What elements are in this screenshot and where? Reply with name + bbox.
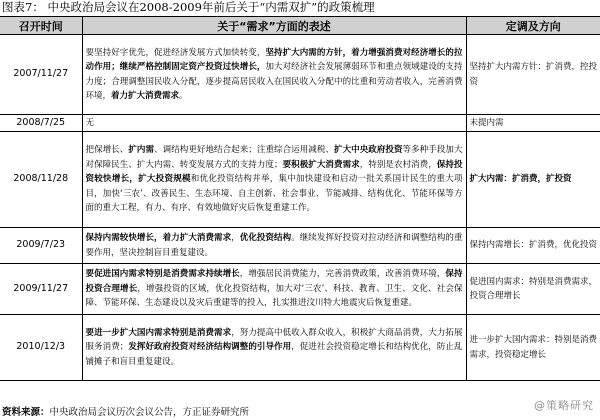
statement-segment: 把保增长、	[85, 145, 129, 156]
header-direction: 定调及方向	[466, 17, 600, 35]
table-row	[0, 132, 600, 228]
row-date: 2008/11/28	[0, 132, 82, 228]
direction-segment: 扩大内需：扩消费，扩投资	[469, 174, 572, 185]
statement-segment: 要积极扩大消费需求	[282, 159, 360, 170]
row-date: 2009/7/23	[0, 228, 82, 264]
table-row	[0, 228, 600, 264]
statement-segment: 扩内需	[128, 145, 155, 156]
statement-segment: ，努力提高中低收入群众收入，积极扩大商品消费，大力拓展服务消费；	[85, 327, 463, 353]
source-note	[0, 406, 600, 420]
statement-segment: 、调结构更好地结合起来；注重综合运用减税、	[154, 145, 334, 156]
row-date: 2010/12/3	[0, 315, 82, 381]
statement-segment: ，增强投资的区域，优化投资结构，加大对‘三农’、科技、教育、卫生、文化、社会保障、节能环保、生态建设以及灾后重建等的投入，扎实推进汶川特大地震灾后恢复重建。	[85, 283, 463, 309]
row-date: 2008/7/25	[0, 115, 82, 132]
statement-segment: ，特别是农村消费，	[359, 159, 437, 170]
row-date: 2009/11/27	[0, 264, 82, 315]
policy-table	[0, 16, 600, 381]
statement-segment: 。	[179, 90, 188, 101]
statement-segment: 保持内需较快增长	[85, 233, 155, 244]
direction-segment: 促进国内需求：特别是消费需求，投资合理增长	[469, 276, 598, 301]
statement-segment: 等多种手段加大对保障民生、扩大内需、转变发展方式的支持力度；	[85, 145, 463, 170]
row-direction	[466, 35, 600, 115]
row-statement	[82, 315, 466, 381]
direction-segment: 进一步扩大国内需求：特别是消费需求，投资稳定增长	[469, 335, 598, 360]
statement-segment: 发挥好政府投资对经济结构调整的引导作用	[128, 342, 292, 353]
header-date: 召开时间	[0, 17, 82, 35]
direction-segment: 保持内需增长：扩消费，优化投资	[469, 240, 598, 251]
row-statement	[82, 264, 466, 315]
statement-segment: ；继续严格控制固定资产投资过快增长，	[111, 62, 266, 73]
statement-segment: 坚持扩大内需的方针	[265, 47, 343, 58]
row-statement	[82, 35, 466, 115]
statement-segment: 要进一步扩大国内需求特别是消费需求	[85, 327, 232, 338]
row-statement	[82, 115, 466, 132]
table-header-row	[0, 17, 600, 35]
row-direction	[466, 315, 600, 381]
table-row	[0, 35, 600, 115]
statement-segment: 要促进国内需求特别是消费需求持续增长	[85, 269, 240, 280]
statement-segment: 。继续发挥好投资对拉动经济和调整结构的重要作用，坚决控制盲目重复建设。	[85, 233, 463, 258]
statement-segment: ，	[231, 233, 240, 244]
statement-segment: 着力扩大消费需求	[111, 90, 180, 101]
row-direction	[466, 228, 600, 264]
statement-segment: ，增强居民消费能力，完善消费政策，改善消费环境，	[239, 269, 446, 280]
watermark: @策略研究	[534, 399, 594, 412]
row-statement	[82, 228, 466, 264]
statement-segment: 无	[85, 117, 95, 128]
table-body	[0, 35, 600, 381]
row-date: 2007/11/27	[0, 35, 82, 115]
table-row	[0, 115, 600, 132]
statement-segment: ，着力增强消费对经济增长的拉动作用	[85, 47, 463, 73]
row-direction	[466, 264, 600, 315]
statement-segment: 优化投资结构	[239, 233, 292, 244]
header-statement: 关于“需求”方面的表述	[82, 17, 466, 35]
row-direction	[466, 132, 600, 228]
figure-title: 图表7： 中央政治局会议在2008-2009年前后关于“内需双扩”的政策梳理	[2, 0, 375, 14]
source-label: 资料来源：	[2, 407, 50, 418]
row-statement	[82, 132, 466, 228]
direction-segment: 坚持扩大内需方针：扩消费，控投资	[469, 62, 598, 87]
statement-segment: 保持投资合理增长	[85, 269, 463, 294]
row-direction	[466, 115, 600, 132]
statement-segment: 保持投资较快增长，扩大投资规模	[85, 159, 463, 185]
table-row	[0, 264, 600, 315]
direction-segment: 未提内需	[469, 117, 504, 128]
statement-segment: 扩大中央政府投资	[334, 145, 403, 156]
statement-segment: 和优化投资结构并举，集中加快建设和启动一批关系国计民生的重大项目，加快‘三农’、改善民生、生态环境、自主创新、社会事业、节能减排、结构优化、节能环保等方面的重大工程，有力、有序、有效地做好灾后恢复重建工作。	[85, 174, 463, 214]
statement-segment: ，着力扩大消费需求	[154, 233, 232, 244]
table-row	[0, 315, 600, 381]
statement-segment: ，促进社会投资稳定增长和结构优化，防止乱铺摊子和盲目重复建设。	[85, 342, 463, 367]
statement-segment: 要坚持好字优先，促进经济发展方式加快转变，	[85, 47, 266, 58]
statement-segment: 加大对经济社会发展薄弱环节和重点领域建设的支持力度；合理调整国民收入分配，逐步提高居民收入在国民收入分配中的比重和劳动者收入，完善消费环境，	[85, 62, 463, 101]
source-text: 中央政治局会议历次会议公告，方正证券研究所	[49, 407, 250, 418]
